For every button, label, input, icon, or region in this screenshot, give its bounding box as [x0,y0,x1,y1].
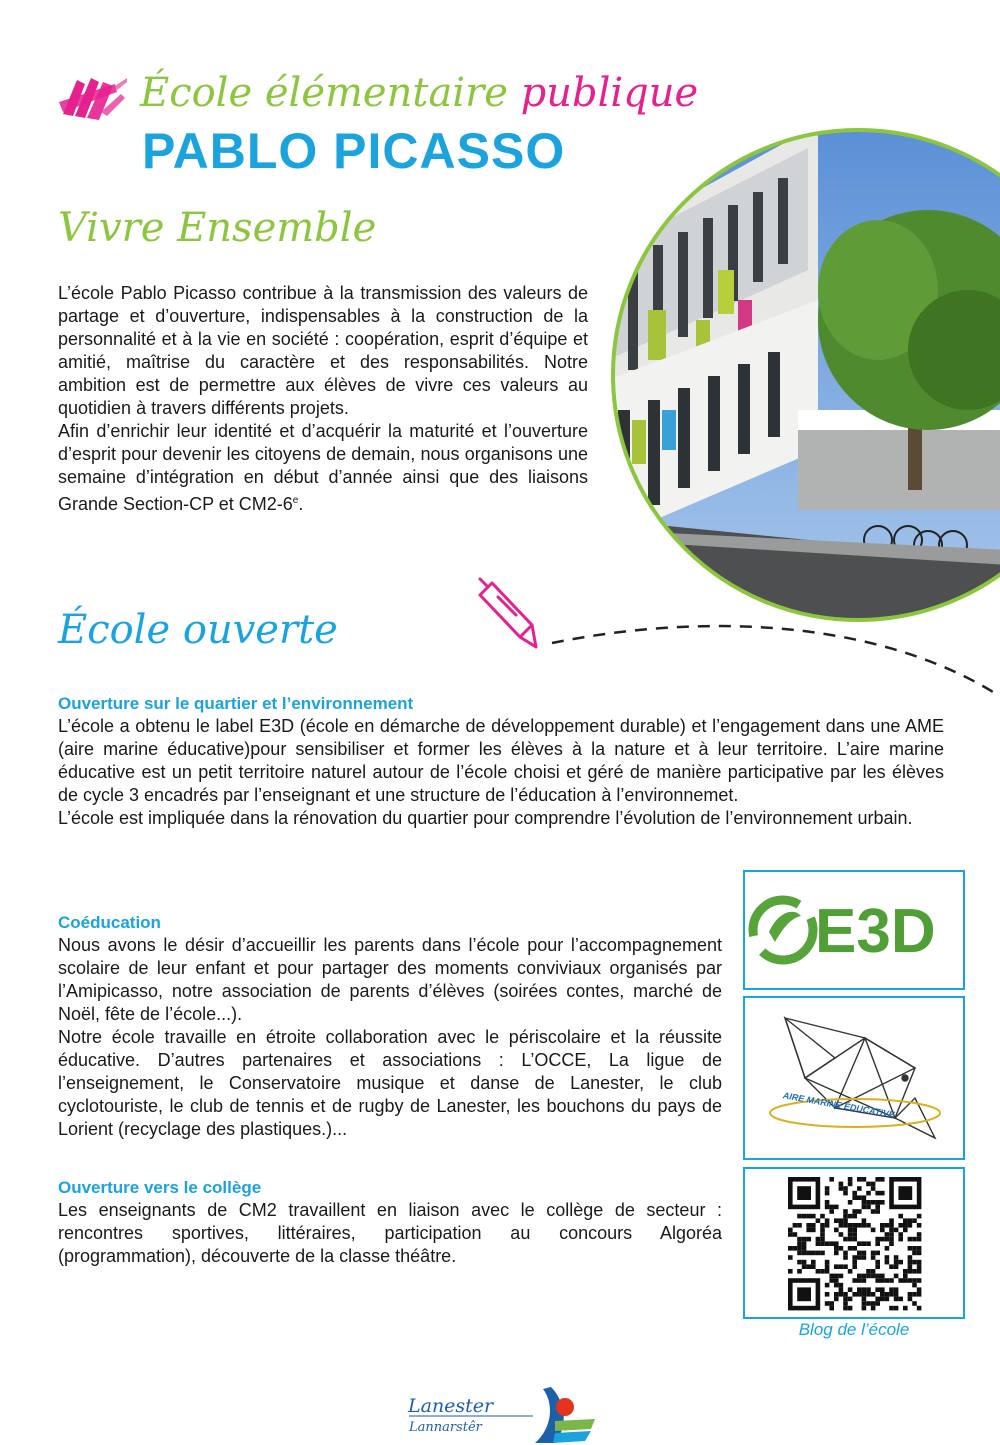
blog-label[interactable]: Blog de l’école [798,1320,910,1339]
school-photo [608,120,1000,630]
vivre-p2-text: Afin d’enrichir leur identité et d’acquérir la maturité et l’ouverture d’esprit pour devenir les citoyens de demain, nous organisons une semaine d’intégration en début d’année ainsi que des liaisons Grande Section-CP et CM2-6 [58,421,588,514]
section-title: Ouverture vers le collège [58,1178,262,1197]
title-part1: École élémentaire [140,70,508,116]
lanester-line2: Lannarstêr [409,1420,482,1435]
section-paragraph: Notre école travaille en étroite collaboration avec le périscolaire et la réussite éducative. D’autres partenaires et associations : L’OCCE, La ligue de l’enseignement, le Conservatoire musique et danse de Lanester, le club cyclotouriste, le club de tennis et de rugby de Lanester, les bouchons du pays de Lorient (recyclage des plastiques.)... [58,1027,722,1139]
lanester-logo [405,1385,605,1445]
section-paragraph: L’école a obtenu le label E3D (école en démarche de développement durable) et l’engagement dans une AME (aire marine éducative)pour sensibiliser et former les élèves à la nature et à leur territoire. L’aire marine éducative est un petit territoire naturel autour de l’école choisi et géré de manière participative par les élèves de cycle 3 encadrés par l’enseignant et une structure de l’éducation à l’environnemet. [58,716,944,805]
ouverte-heading: École ouverte [58,607,338,653]
section-paragraph: Nous avons le désir d’accueillir les parents dans l’école pour l’accompagnement scolaire de leur enfant et pour partager des moments conviviaux organisés par l’Amipicasso, notre association de parents d’élèves (soirées contes, marché de Noël, fête de l’école...). [58,935,722,1024]
page-title-line1 [140,70,698,116]
section-title: Ouverture sur le quartier et l’environnement [58,694,414,713]
vivre-text [58,282,588,516]
ame-text: AIRE MARINE ÉDUCATIVE [782,1090,896,1120]
section-paragraph: Les enseignants de CM2 travaillent en liaison avec le collège de secteur : rencontres sportives, littéraires, participation au concours Algoréa (programmation), découverte de la classe théâtre. [58,1200,722,1266]
e3d-text: E3D [815,897,936,966]
qr-code[interactable] [745,1169,963,1317]
vivre-paragraph: L’école Pablo Picasso contribue à la transmission des valeurs de partage et d’ouverture, indispensables à la construction de la personnalité et à la vie en société : coopération, esprit d’équipe et amitié, maîtrise du caractère et des responsabilités. Notre ambition est de permettre aux élèves de vivre ces valeurs au quotidien à travers différents projets. [58,283,588,418]
section-college [58,1177,722,1268]
title-part2: publique [520,70,699,116]
vivre-paragraph [58,420,588,516]
lanester-line1: Lanester [408,1395,494,1417]
section-paragraph: L’école est impliquée dans la rénovation du quartier pour comprendre l’évolution de l’environnement urbain. [58,808,913,828]
vivre-p2-end: . [298,494,304,514]
ame-logo-box [743,996,965,1160]
school-name: PABLO PICASSO [142,123,566,179]
section-quartier [58,693,944,830]
qr-code-box[interactable] [743,1167,965,1319]
vivre-heading: Vivre Ensemble [58,205,377,251]
section-title: Coéducation [58,913,161,932]
e3d-logo [745,872,963,988]
vivre-p2-sup: e [292,495,299,506]
e3d-logo-box [743,870,965,990]
dashed-decoration [540,585,1000,705]
brush-icon [55,72,130,127]
section-coeducation [58,912,722,1141]
pen-icon [470,575,550,655]
ame-logo [745,998,963,1158]
